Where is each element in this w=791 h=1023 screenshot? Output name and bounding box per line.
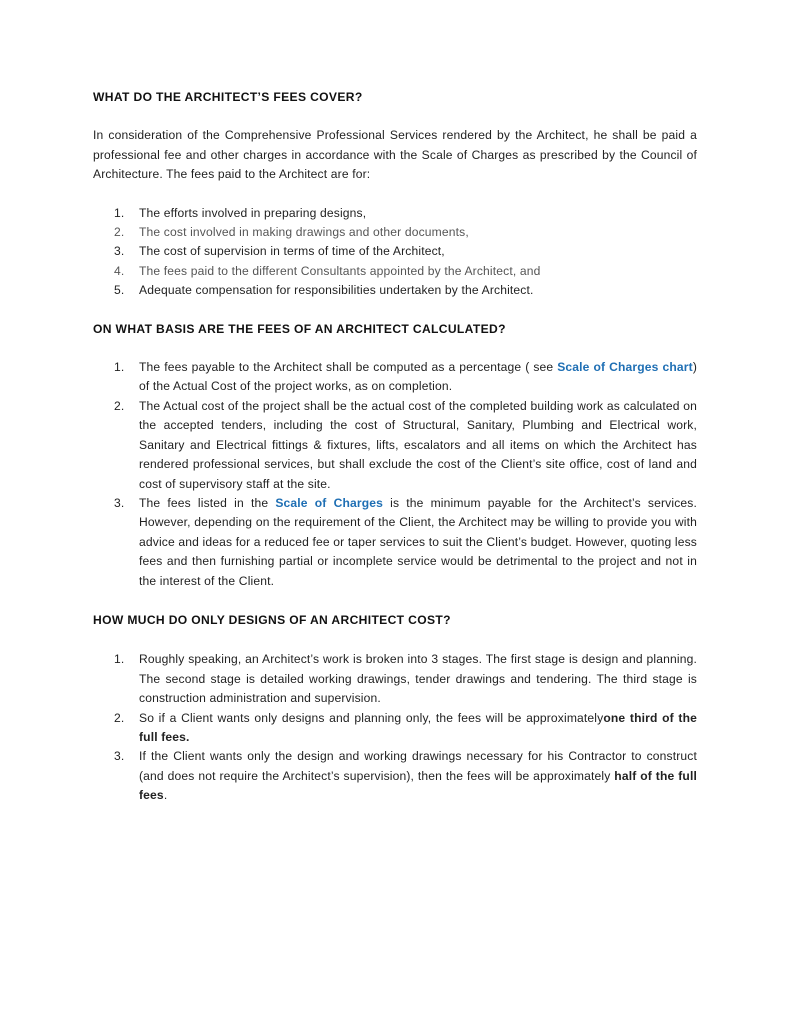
- intro-paragraph: In consideration of the Comprehensive Professional Services rendered by the Architect, he shall be paid a professional fee and other charges in accordance with the Scale of Charges as prescribed by the Council of Architecture. The fees paid to the Architect are for:: [93, 128, 697, 182]
- list-item: [93, 281, 697, 300]
- list-text: is the minimum payable for the Architect’s services. However, depending on the requirement of the Client, the Architect may be willing to provide you with advice and ideas for a reduced fee or taper services to suit the Client’s budget. However, quoting less fees and then furnishing partial or incomplete service would be detrimental to the project and not in the interest of the Client.: [139, 495, 697, 588]
- list-number: 1.: [114, 360, 125, 375]
- design-cost-list: [93, 650, 697, 805]
- section-heading-fees-basis: ON WHAT BASIS ARE THE FEES OF AN ARCHITECT CALCULATED?: [93, 321, 506, 336]
- list-text: So if a Client wants only designs and planning only, the fees will be approximately: [139, 710, 604, 725]
- document-page: [93, 88, 697, 806]
- list-number: 3.: [114, 244, 125, 259]
- section-heading-fees-cover: WHAT DO THE ARCHITECT’S FEES COVER?: [93, 90, 363, 104]
- list-item: [93, 262, 697, 281]
- list-number: 2.: [114, 398, 125, 413]
- list-item: [93, 650, 697, 708]
- list-text: The fees paid to the different Consultants appointed by the Architect, and: [139, 263, 541, 278]
- list-text: The cost of supervision in terms of time of the Architect,: [139, 244, 445, 259]
- list-text: Adequate compensation for responsibilities undertaken by the Architect.: [139, 283, 534, 298]
- list-item: [93, 204, 697, 223]
- list-item: [93, 358, 697, 397]
- emphasis-text: one third of the full fees.: [139, 710, 697, 744]
- list-item: [93, 494, 697, 591]
- list-number: 4.: [114, 263, 125, 278]
- list-number: 3.: [114, 495, 125, 510]
- fees-cover-list: [93, 204, 697, 301]
- section-heading-design-cost: HOW MUCH DO ONLY DESIGNS OF AN ARCHITECT COST?: [93, 612, 451, 627]
- list-text: The Actual cost of the project shall be the actual cost of the completed building work as calculated on the accepted tenders, including the cost of Structural, Sanitary, Plumbing and Electrical work, Sanitary and Electrical fittings & fixtures, lifts, escalators and all items on which the Architect has rendered professional services, but shall exclude the cost of the Client’s site office, cost of land and cost of supervisory staff at the site.: [139, 398, 697, 491]
- fees-basis-list: [93, 358, 697, 591]
- list-number: 3.: [114, 749, 125, 764]
- list-item: [93, 709, 697, 748]
- list-item: [93, 397, 697, 494]
- list-item: [93, 242, 697, 261]
- emphasis-text: half of the full fees: [139, 768, 697, 803]
- scale-of-charges-chart-link[interactable]: Scale of Charges chart: [557, 360, 693, 375]
- list-number: 5.: [114, 283, 125, 298]
- list-text: ) of the Actual Cost of the project works, as on completion.: [139, 360, 697, 394]
- list-item: [93, 223, 697, 242]
- scale-of-charges-link[interactable]: Scale of Charges: [275, 495, 384, 510]
- list-text: The efforts involved in preparing designs,: [139, 205, 367, 220]
- list-number: 2.: [114, 225, 125, 240]
- list-text: .: [163, 788, 168, 803]
- list-number: 2.: [114, 710, 125, 725]
- list-text: The fees listed in the: [139, 495, 276, 510]
- list-number: 1.: [114, 652, 125, 667]
- list-text: Roughly speaking, an Architect’s work is broken into 3 stages. The first stage is design and planning. The second stage is detailed working drawings, tender drawings and tendering. The third stage is construction administration and supervision.: [139, 652, 697, 706]
- list-text: The fees payable to the Architect shall be computed as a percentage ( see: [139, 360, 558, 375]
- list-text: If the Client wants only the design and working drawings necessary for his Contractor to construct (and does not require the Architect’s supervision), then the fees will be approximately: [139, 749, 697, 783]
- list-number: 1.: [114, 205, 125, 220]
- list-item: [93, 747, 697, 805]
- list-text: The cost involved in making drawings and other documents,: [139, 225, 469, 240]
